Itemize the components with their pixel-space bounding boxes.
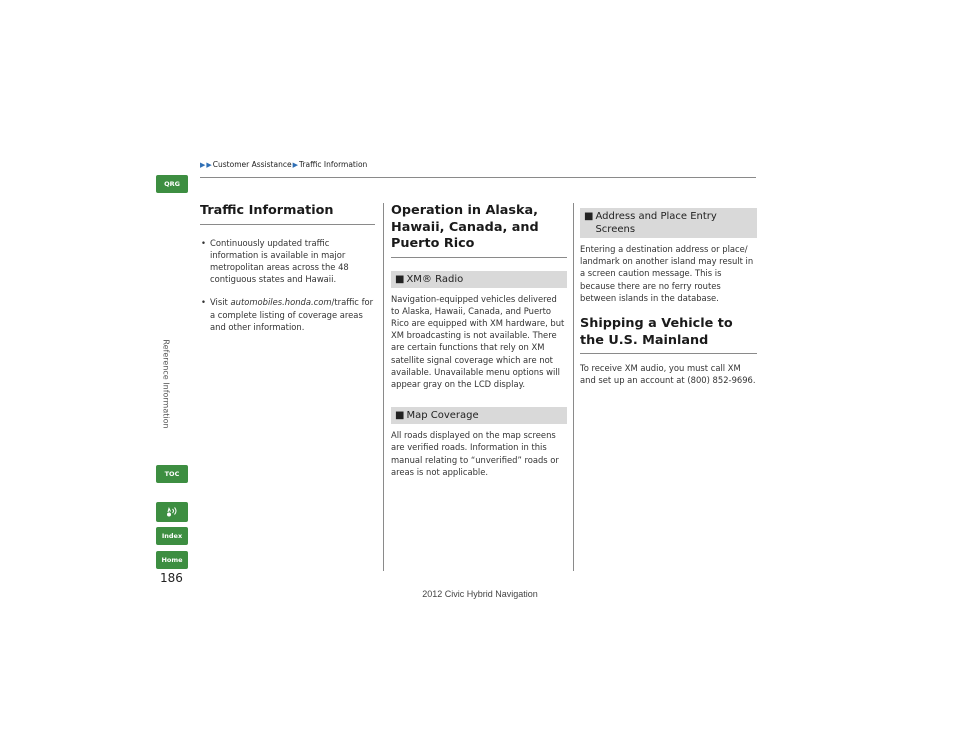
- square-bullet-icon: ■: [584, 211, 594, 222]
- column-divider: [573, 203, 574, 571]
- voice-command-icon: [165, 505, 179, 519]
- breadcrumb-item-traffic-information: Traffic Information: [298, 160, 368, 169]
- page-number: 186: [160, 571, 183, 585]
- subheading-xm-radio: [391, 271, 567, 288]
- website-link: automobiles.honda.com: [230, 297, 332, 308]
- breadcrumb-arrow-icon: ▶: [200, 160, 206, 169]
- address-entry-paragraph: Entering a destination address or place/ landmark on another island may result in a screen caution message. This is because there are no ferry routes between islands in the database.: [580, 244, 754, 303]
- heading-traffic-information: Traffic Information: [200, 203, 375, 225]
- square-bullet-icon: ■: [395, 273, 405, 285]
- list-item: [200, 296, 375, 333]
- qrg-tab-label: QRG: [164, 180, 180, 188]
- qrg-tab[interactable]: [156, 175, 188, 193]
- subheading-address-place-entry: [580, 208, 757, 238]
- bullet-text: Continuously updated traffic information is available in major metropolitan areas across the 48 contiguous states and Hawaii.: [210, 237, 349, 285]
- list-item: [200, 237, 375, 286]
- index-tab-label: Index: [161, 532, 183, 540]
- bullet-list: [200, 237, 375, 333]
- bullet-text-prefix: Visit: [210, 297, 231, 308]
- home-tab-label: Home: [161, 556, 183, 564]
- xm-radio-paragraph: Navigation-equipped vehicles delivered to Alaska, Hawaii, Canada, and Puerto Rico are equipped with XM hardware, but XM broadcasting is not available. There are certain functions that rely on XM satellite signal coverage which are not available. Unavailable menu options will appear gray on the LCD display.: [391, 293, 565, 389]
- index-tab[interactable]: [156, 527, 188, 545]
- shipping-paragraph: To receive XM audio, you must call XM and set up an account at (800) 852-9696.: [580, 363, 756, 386]
- breadcrumb: [200, 160, 367, 169]
- toc-tab-label: TOC: [164, 470, 180, 478]
- section-label: Reference Information: [161, 339, 171, 429]
- header-rule: [200, 177, 756, 178]
- column-address-and-shipping: [580, 208, 757, 386]
- subheading-map-coverage: [391, 407, 567, 424]
- square-bullet-icon: ■: [395, 410, 405, 422]
- column-operation-outside-mainland: [391, 203, 567, 478]
- map-coverage-paragraph: All roads displayed on the map screens are verified roads. Information in this manual relating to “unverified” roads or areas is not applicable.: [391, 430, 559, 477]
- heading-shipping-vehicle: Shipping a Vehicle to the U.S. Mainland: [580, 316, 757, 354]
- column-divider: [383, 203, 384, 571]
- subheading-text: XM® Radio: [406, 273, 464, 285]
- subheading-text: Address and Place Entry Screens: [595, 211, 717, 235]
- heading-operation-in-alaska: Operation in Alaska, Hawaii, Canada, and Puerto Rico: [391, 203, 567, 258]
- column-traffic-information: [200, 203, 375, 344]
- breadcrumb-arrow-icon: ▶: [206, 160, 212, 169]
- voice-command-tab[interactable]: [156, 502, 188, 522]
- subheading-text: Map Coverage: [406, 410, 479, 422]
- breadcrumb-item-customer-assistance[interactable]: Customer Assistance: [212, 160, 292, 169]
- toc-tab[interactable]: [156, 465, 188, 483]
- bullet-text-suffix: /traffic for a complete listing of coverage areas and other information.: [210, 297, 374, 332]
- home-tab[interactable]: [156, 551, 188, 569]
- breadcrumb-arrow-icon: ▶: [292, 160, 298, 169]
- footer-title: 2012 Civic Hybrid Navigation: [422, 589, 538, 599]
